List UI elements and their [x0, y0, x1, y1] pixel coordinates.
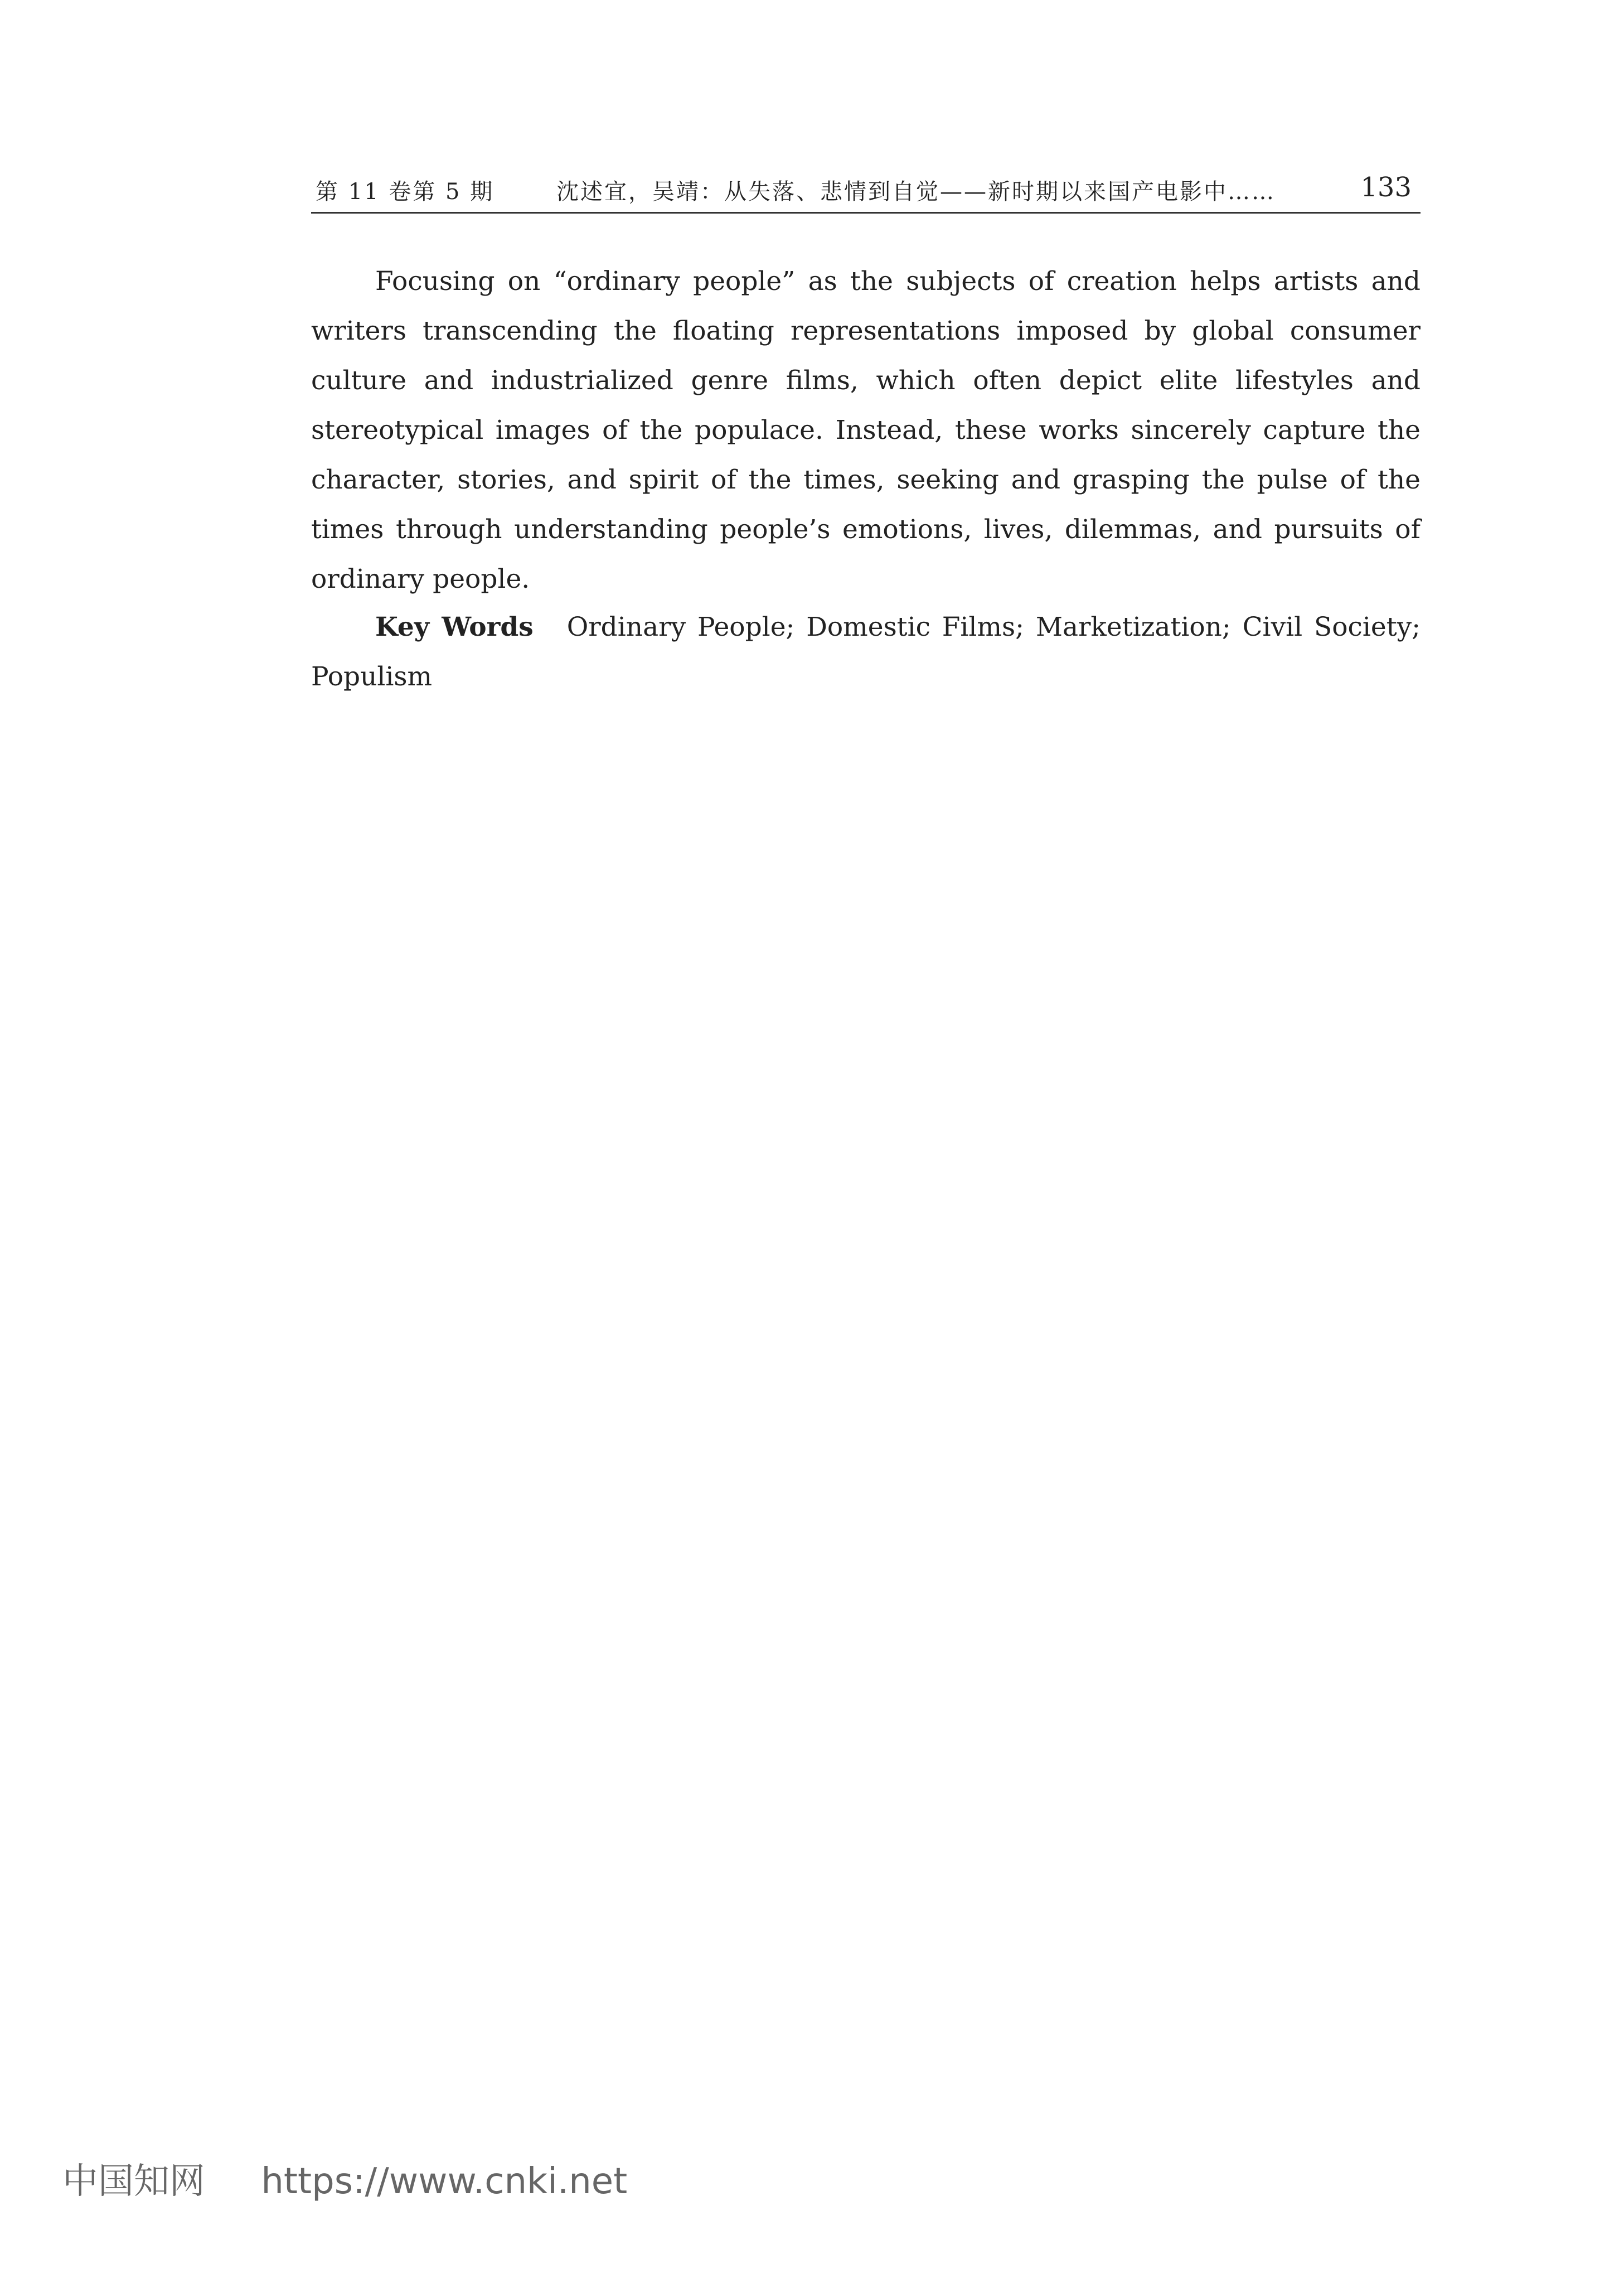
cnki-watermark	[62, 2153, 627, 2203]
cnki-logo-text: 中国知网	[62, 2161, 205, 2202]
journal-issue: 第 11 卷第 5 期	[316, 179, 495, 205]
cnki-url: https://www.cnki.net	[261, 2161, 628, 2202]
keywords-paragraph	[311, 602, 1421, 702]
page-header	[311, 167, 1421, 214]
page-number: 133	[1360, 172, 1412, 203]
keywords-label: Key Words	[375, 612, 534, 642]
running-title: 沈述宜，吴靖：从失落、悲情到自觉——新时期以来国产电影中……	[556, 179, 1276, 205]
abstract-paragraph: Focusing on “ordinary people” as the subjects of creation helps artists and writers transcending the floating representations imposed by global consumer culture and industrialized genre films, which often depict elite lifestyles and stereotypical images of the populace. Instead, these works sincerely capture the character, stories, and spirit of the times, seeking and grasping the pulse of the times through understanding people’s emotions, lives, dilemmas, and pursuits of ordinary people.	[311, 266, 1421, 594]
keywords-text: Ordinary People; Domestic Films; Marketization; Civil Society; Populism	[311, 612, 1421, 692]
